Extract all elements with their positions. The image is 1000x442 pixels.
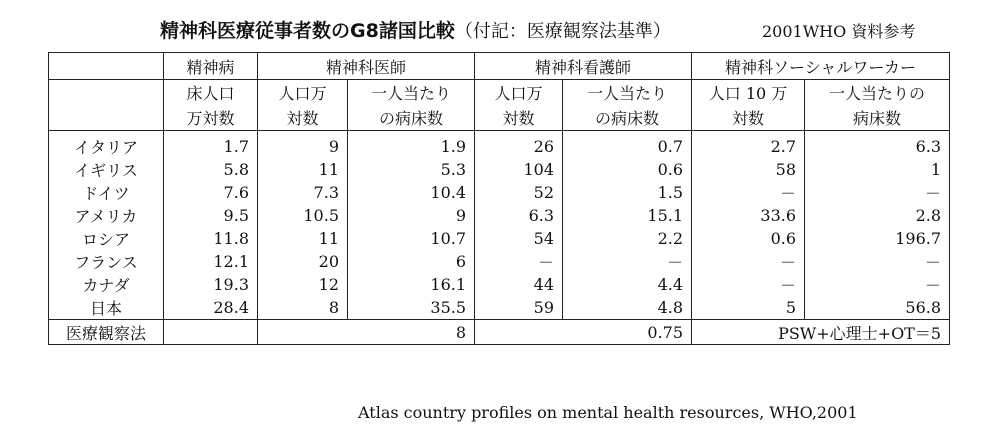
cell-country: ロシア: [49, 227, 164, 250]
cell-psy-per-pop: 20: [258, 250, 348, 273]
cell-psy-per-bed: 9: [348, 204, 475, 227]
header-nurse: 精神科看護師: [475, 53, 692, 80]
header-social-worker: 精神科ソーシャルワーカー: [692, 53, 950, 80]
cell-psy-per-bed: 10.4: [348, 181, 475, 204]
cell-sw-per-pop: 5: [692, 296, 805, 320]
cell-nurse-per-pop: 104: [475, 158, 563, 181]
table-row: [49, 273, 950, 296]
cell-psy-per-bed: 5.3: [348, 158, 475, 181]
header-psychiatrist: 精神科医師: [258, 53, 475, 80]
cell-sw-per-pop: 58: [692, 158, 805, 181]
header-sw-per-bed-2: 病床数: [805, 105, 950, 131]
cell-psy-per-pop: 11: [258, 227, 348, 250]
title-main: 精神科医療従事者数のG8諸国比較: [160, 20, 455, 42]
cell-sw-per-bed: 1: [805, 158, 950, 181]
header-sw-per-bed-1: 一人当たりの: [805, 80, 950, 106]
cell-nurse-per-pop: 54: [475, 227, 563, 250]
cell-psy-per-pop: 8: [258, 296, 348, 320]
cell-nurse-per-pop: －: [475, 250, 563, 273]
header-sw-per-pop-1: 人口 10 万: [692, 80, 805, 106]
comparison-table: [48, 52, 950, 345]
table-title: [160, 16, 671, 43]
header-beds-2: 床人口: [164, 80, 258, 106]
table-row: [49, 158, 950, 181]
corner-cell-2: [49, 80, 164, 106]
footer-label: 医療観察法: [49, 320, 164, 345]
header-psy-per-pop-1: 人口万: [258, 80, 348, 106]
cell-nurse-per-pop: 26: [475, 131, 563, 159]
cell-sw-per-bed: －: [805, 250, 950, 273]
cell-nurse-per-bed: 0.7: [563, 131, 692, 159]
table-row: [49, 227, 950, 250]
cell-psy-per-pop: 12: [258, 273, 348, 296]
cell-sw-per-pop: 2.7: [692, 131, 805, 159]
cell-beds: 7.6: [164, 181, 258, 204]
cell-country: アメリカ: [49, 204, 164, 227]
table-row: [49, 250, 950, 273]
cell-nurse-per-bed: 2.2: [563, 227, 692, 250]
cell-sw-per-pop: －: [692, 273, 805, 296]
cell-psy-per-bed: 10.7: [348, 227, 475, 250]
table-row: [49, 131, 950, 159]
cell-country: イタリア: [49, 131, 164, 159]
cell-sw-per-pop: 33.6: [692, 204, 805, 227]
footer-row: [49, 320, 950, 345]
title-note: 2001WHO 資料参考: [762, 22, 916, 41]
cell-sw-per-pop: 0.6: [692, 227, 805, 250]
header-sw-per-pop-2: 対数: [692, 105, 805, 131]
cell-psy-per-bed: 35.5: [348, 296, 475, 320]
cell-psy-per-bed: 1.9: [348, 131, 475, 159]
corner-cell: [49, 53, 164, 80]
cell-nurse-per-bed: 0.6: [563, 158, 692, 181]
cell-country: フランス: [49, 250, 164, 273]
footer-nurse-bed: 0.75: [475, 320, 692, 345]
cell-psy-per-pop: 11: [258, 158, 348, 181]
cell-country: カナダ: [49, 273, 164, 296]
header-psy-per-pop-2: 対数: [258, 105, 348, 131]
cell-nurse-per-pop: 52: [475, 181, 563, 204]
cell-sw-per-pop: －: [692, 181, 805, 204]
cell-nurse-per-pop: 6.3: [475, 204, 563, 227]
header-nurse-per-bed-2: の病床数: [563, 105, 692, 131]
cell-beds: 9.5: [164, 204, 258, 227]
cell-nurse-per-bed: 15.1: [563, 204, 692, 227]
cell-psy-per-bed: 16.1: [348, 273, 475, 296]
cell-sw-per-bed: 196.7: [805, 227, 950, 250]
cell-sw-per-bed: 2.8: [805, 204, 950, 227]
header-nurse-per-pop-2: 対数: [475, 105, 563, 131]
header-beds-3: 万対数: [164, 105, 258, 131]
cell-country: 日本: [49, 296, 164, 320]
cell-country: ドイツ: [49, 181, 164, 204]
cell-sw-per-bed: 6.3: [805, 131, 950, 159]
cell-sw-per-bed: －: [805, 181, 950, 204]
cell-nurse-per-bed: 4.4: [563, 273, 692, 296]
cell-psy-per-pop: 9: [258, 131, 348, 159]
header-nurse-per-bed-1: 一人当たり: [563, 80, 692, 106]
cell-beds: 11.8: [164, 227, 258, 250]
cell-sw-per-bed: －: [805, 273, 950, 296]
footer-sw: PSW+心理士+OT＝5: [692, 320, 950, 345]
header-psy-per-bed-2: の病床数: [348, 105, 475, 131]
cell-beds: 1.7: [164, 131, 258, 159]
table-row: [49, 181, 950, 204]
cell-psy-per-pop: 7.3: [258, 181, 348, 204]
header-psy-per-bed-1: 一人当たり: [348, 80, 475, 106]
cell-nurse-per-bed: －: [563, 250, 692, 273]
cell-beds: 12.1: [164, 250, 258, 273]
table-row: [49, 204, 950, 227]
table-row: [49, 296, 950, 320]
cell-sw-per-bed: 56.8: [805, 296, 950, 320]
cell-nurse-per-bed: 4.8: [563, 296, 692, 320]
cell-beds: 5.8: [164, 158, 258, 181]
source-citation: Atlas country profiles on mental health resources, WHO,2001: [358, 403, 858, 422]
header-beds-1: 精神病: [164, 53, 258, 80]
header-nurse-per-pop-1: 人口万: [475, 80, 563, 106]
cell-psy-per-bed: 6: [348, 250, 475, 273]
cell-nurse-per-bed: 1.5: [563, 181, 692, 204]
footer-empty-beds: [164, 320, 258, 345]
cell-nurse-per-pop: 59: [475, 296, 563, 320]
cell-beds: 28.4: [164, 296, 258, 320]
footer-psy-bed: 8: [258, 320, 475, 345]
cell-sw-per-pop: －: [692, 250, 805, 273]
cell-country: イギリス: [49, 158, 164, 181]
cell-nurse-per-pop: 44: [475, 273, 563, 296]
corner-cell-3: [49, 105, 164, 131]
cell-beds: 19.3: [164, 273, 258, 296]
title-row: [0, 16, 1000, 48]
cell-psy-per-pop: 10.5: [258, 204, 348, 227]
title-sub: （付記：医療観察法基準）: [454, 21, 671, 42]
